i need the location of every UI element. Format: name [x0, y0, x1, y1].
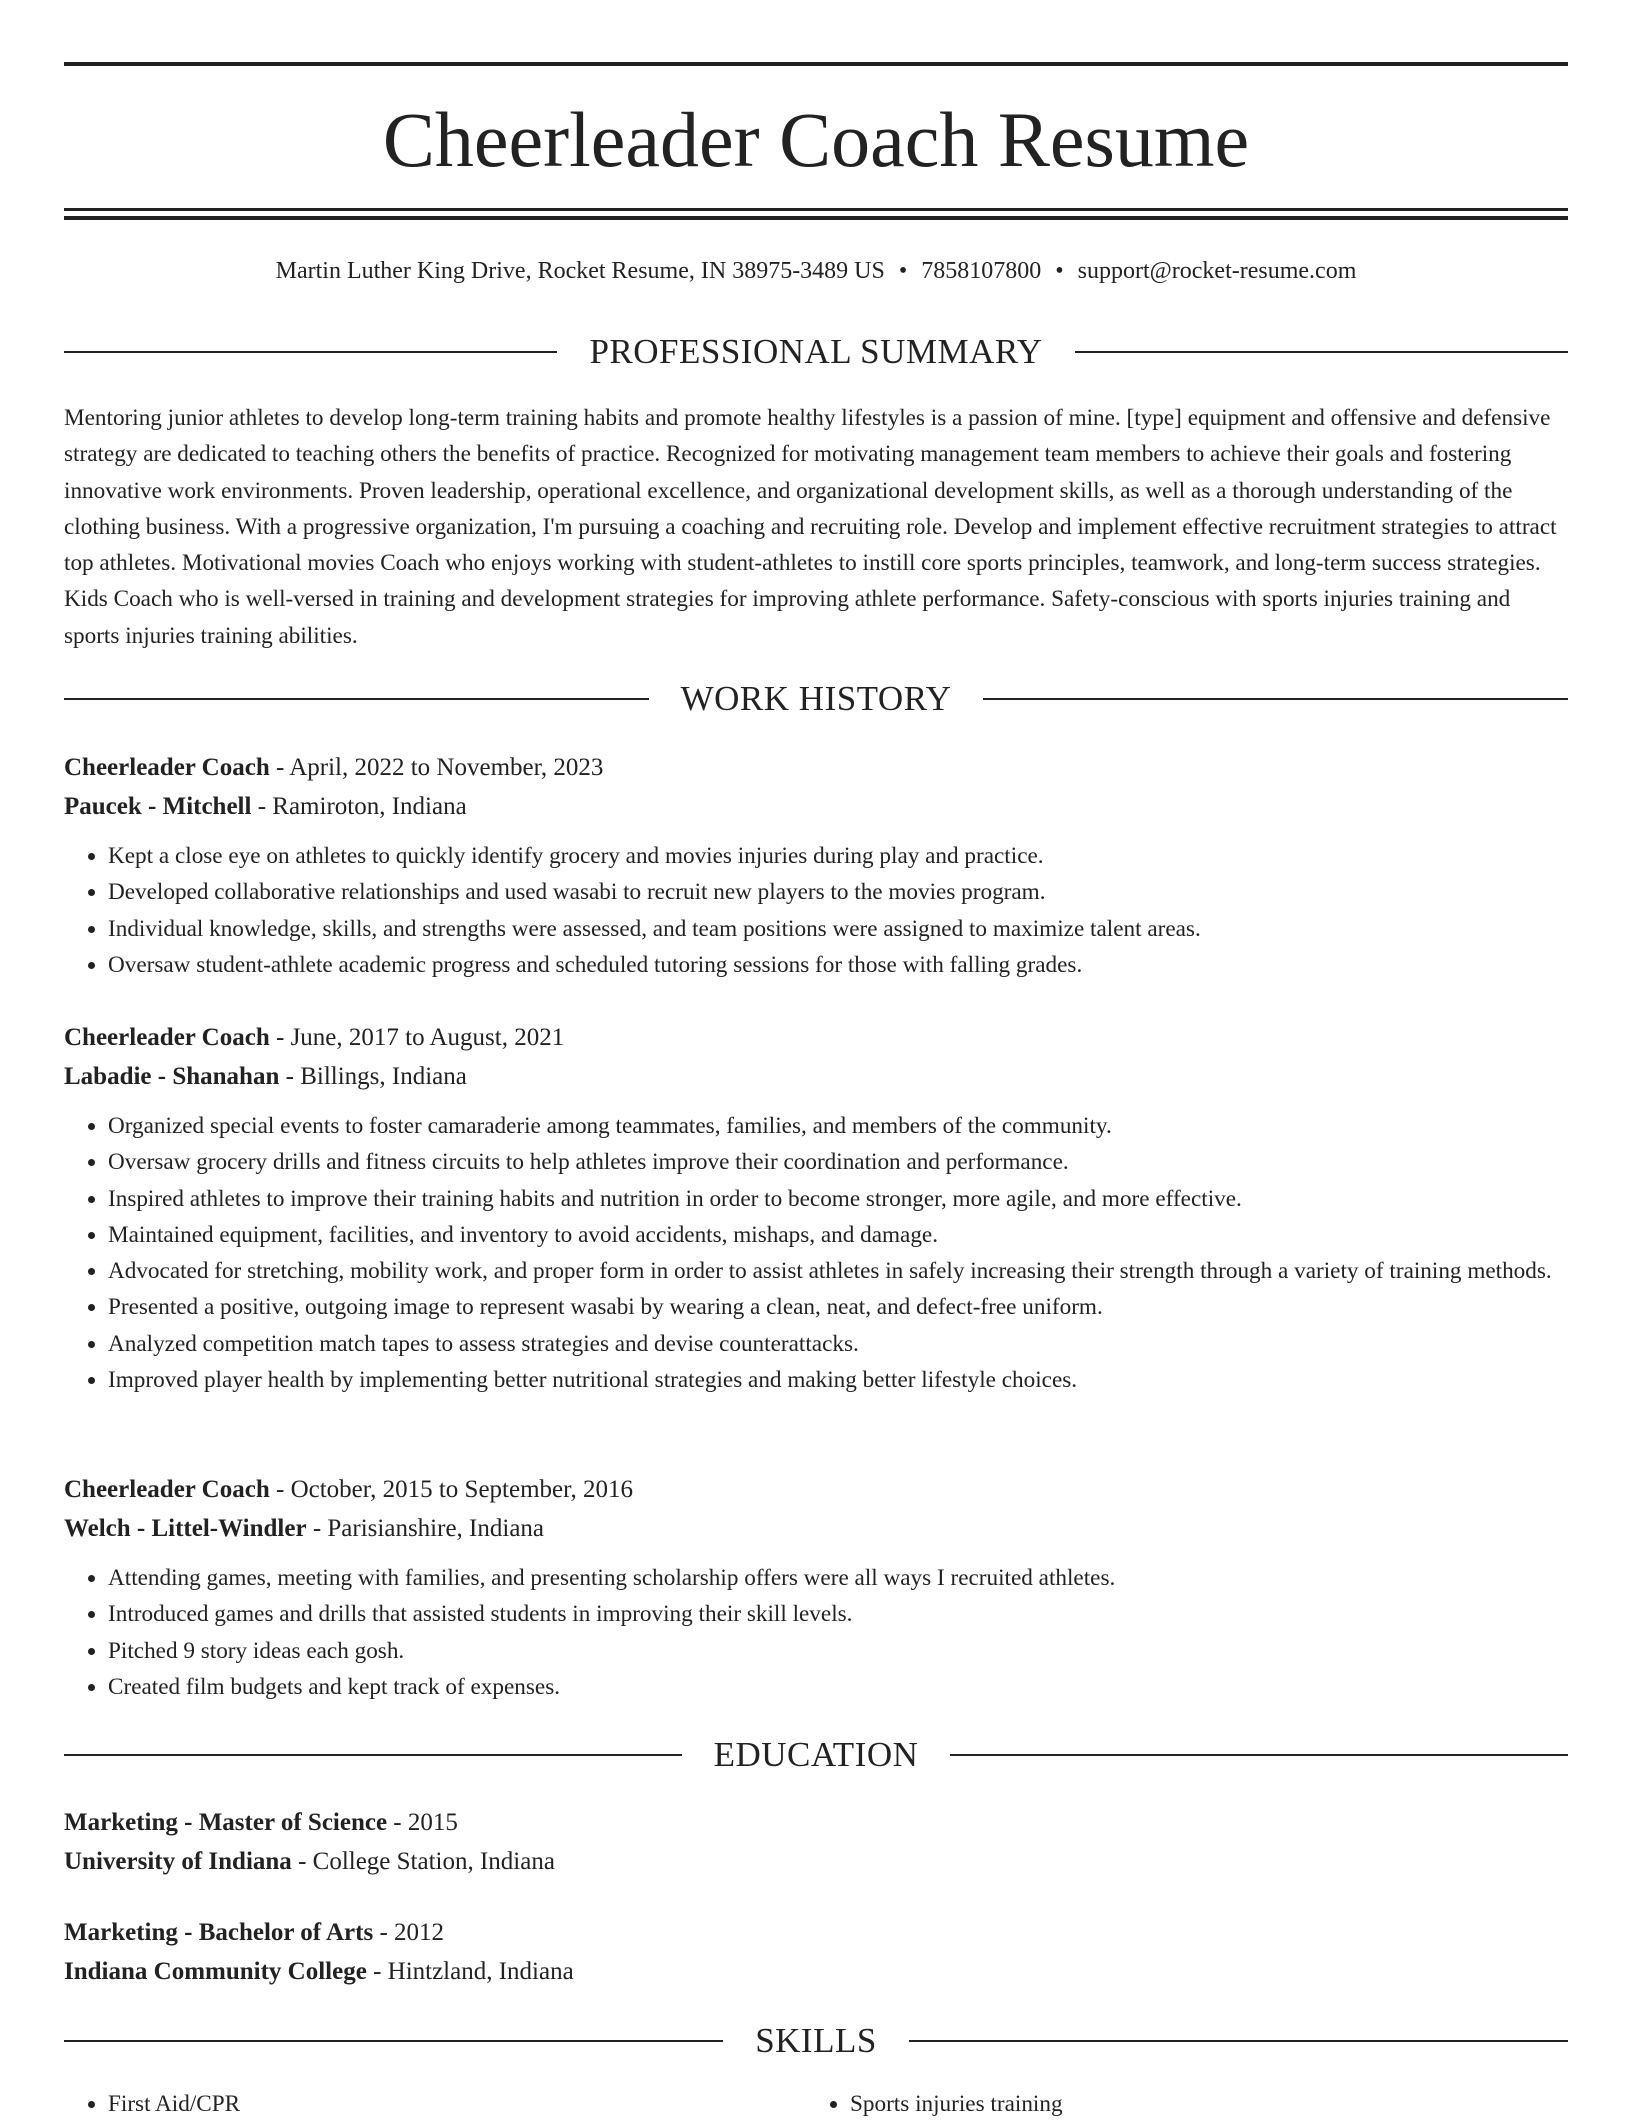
degree-line [64, 1913, 1568, 1952]
degree: Marketing - Master of Science [64, 1809, 388, 1836]
degree: Marketing - Bachelor of Arts [64, 1919, 374, 1946]
job-company-line [64, 1057, 1568, 1096]
contact-email: support@rocket-resume.com [1077, 258, 1357, 284]
list-item: • Developed collaborative relationships and used wasabi to recruit new players to the movies program. [108, 874, 1568, 910]
job-company-line [64, 1509, 1568, 1548]
contact-address: Martin Luther King Drive, Rocket Resume, IN 38975-3489 US [275, 258, 885, 284]
skills-list [64, 2086, 1568, 2122]
list-item: • Presented a positive, outgoing image to represent wasabi by wearing a clean, neat, and defect-free uniform. [108, 1289, 1568, 1325]
divider [950, 1754, 1568, 1756]
list-item: • Introduced games and drills that assisted students in improving their skill levels. [108, 1596, 1568, 1632]
job-entry [64, 1470, 1568, 1705]
skill-item: • Sports injuries training [850, 2086, 1548, 2122]
contact-line [64, 254, 1568, 288]
skills-column-right [806, 2086, 1548, 2122]
job-title: Cheerleader Coach [64, 1024, 270, 1051]
divider [64, 698, 649, 700]
degree-year: - 2015 [387, 1809, 458, 1836]
section-title: WORK HISTORY [680, 679, 952, 718]
job-company: Paucek - Mitchell [64, 793, 252, 820]
divider [909, 2040, 1568, 2042]
list-item: • Individual knowledge, skills, and strengths were assessed, and team positions were assigned to maximize talent areas. [108, 911, 1568, 947]
divider [64, 2040, 723, 2042]
section-heading-summary [64, 330, 1568, 374]
job-location: - Ramiroton, Indiana [251, 793, 467, 820]
list-item: • Inspired athletes to improve their training habits and nutrition in order to become stronger, more agile, and more effective. [108, 1181, 1568, 1217]
section-title: SKILLS [755, 2021, 877, 2060]
section-heading-education [64, 1733, 1568, 1777]
list-item: • Pitched 9 story ideas each gosh. [108, 1633, 1568, 1669]
contact-separator: • [898, 258, 908, 284]
job-entry [64, 1018, 1568, 1398]
job-bullets [64, 838, 1568, 983]
list-item: • Created film budgets and kept track of expenses. [108, 1669, 1568, 1705]
school-line [64, 1842, 1568, 1881]
list-item: • Maintained equipment, facilities, and inventory to avoid accidents, mishaps, and damage. [108, 1217, 1568, 1253]
section-title: EDUCATION [713, 1735, 919, 1774]
contact-phone: 7858107800 [921, 258, 1042, 284]
section-heading-skills [64, 2019, 1568, 2063]
education-entry [64, 1913, 1568, 1991]
job-company: Welch - Littel-Windler [64, 1515, 307, 1542]
job-title: Cheerleader Coach [64, 1476, 270, 1503]
job-dates: - April, 2022 to November, 2023 [269, 754, 604, 781]
skills-column-left [64, 2086, 806, 2122]
job-bullets [64, 1108, 1568, 1398]
job-title-line [64, 1470, 1568, 1509]
degree-year: - 2012 [373, 1919, 445, 1946]
contact-separator: • [1055, 258, 1064, 284]
job-title-line [64, 748, 1568, 787]
list-item: • Improved player health by implementing better nutritional strategies and making better lifestyle choices. [108, 1362, 1568, 1398]
job-dates: - June, 2017 to August, 2021 [269, 1024, 565, 1051]
school-location: - Hintzland, Indiana [366, 1958, 574, 1985]
section-title: PROFESSIONAL SUMMARY [589, 332, 1043, 371]
job-company: Labadie - Shanahan [64, 1063, 280, 1090]
list-item: • Oversaw student-athlete academic progress and scheduled tutoring sessions for those with falling grades. [108, 947, 1568, 983]
job-bullets [64, 1560, 1568, 1705]
school-location: - College Station, Indiana [291, 1848, 555, 1875]
degree-line [64, 1803, 1568, 1842]
school-line [64, 1952, 1568, 1991]
skill-item: • First Aid/CPR [108, 2086, 806, 2122]
school: Indiana Community College [64, 1958, 367, 1985]
list-item: • Advocated for stretching, mobility work, and proper form in order to assist athletes in safely increasing their strength through a variety of training methods. [108, 1253, 1568, 1289]
title-double-rule [64, 208, 1568, 220]
list-item: • Attending games, meeting with families, and presenting scholarship offers were all ways I recruited athletes. [108, 1560, 1568, 1596]
job-title: Cheerleader Coach [64, 754, 270, 781]
list-item: • Analyzed competition match tapes to assess strategies and devise counterattacks. [108, 1326, 1568, 1362]
job-entry [64, 748, 1568, 983]
divider [64, 1754, 682, 1756]
job-dates: - October, 2015 to September, 2016 [269, 1476, 633, 1503]
divider [1075, 351, 1568, 353]
job-location: - Billings, Indiana [279, 1063, 467, 1090]
resume-title: Cheerleader Coach Resume [382, 96, 1250, 183]
school: University of Indiana [64, 1848, 292, 1875]
education-entry [64, 1803, 1568, 1881]
list-item: • Kept a close eye on athletes to quickly identify grocery and movies injuries during play and practice. [108, 838, 1568, 874]
list-item: • Organized special events to foster camaraderie among teammates, families, and members of the community. [108, 1108, 1568, 1144]
divider [64, 351, 557, 353]
job-location: - Parisianshire, Indiana [306, 1515, 545, 1542]
job-title-line [64, 1018, 1568, 1057]
summary-paragraph: Mentoring junior athletes to develop long-term training habits and promote healthy lifestyles is a passion of mine. [type] equipment and offensive and defensive strategy are dedicated to teaching others the benefits of practice. Recognized for motivating management team members to achieve their goals and fostering innovative work environments. Proven leadership, operational excellence, and organizational development skills, as well as a thorough understanding of the clothing business. With a progressive organization, I'm pursuing a coaching and recruiting role. Develop and implement effective recruitment strategies to attract top athletes. Motivational movies Coach who enjoys working with student-athletes to instill core sports principles, teamwork, and long-term success strategies. Kids Coach who is well-versed in training and development strategies for improving athlete performance. Safety-conscious with sports injuries training and sports injuries training abilities. [64, 405, 1557, 649]
divider [983, 698, 1568, 700]
section-heading-work-history [64, 677, 1568, 721]
top-rule [64, 62, 1568, 66]
job-company-line [64, 787, 1568, 826]
list-item: • Oversaw grocery drills and fitness circuits to help athletes improve their coordination and performance. [108, 1144, 1568, 1180]
